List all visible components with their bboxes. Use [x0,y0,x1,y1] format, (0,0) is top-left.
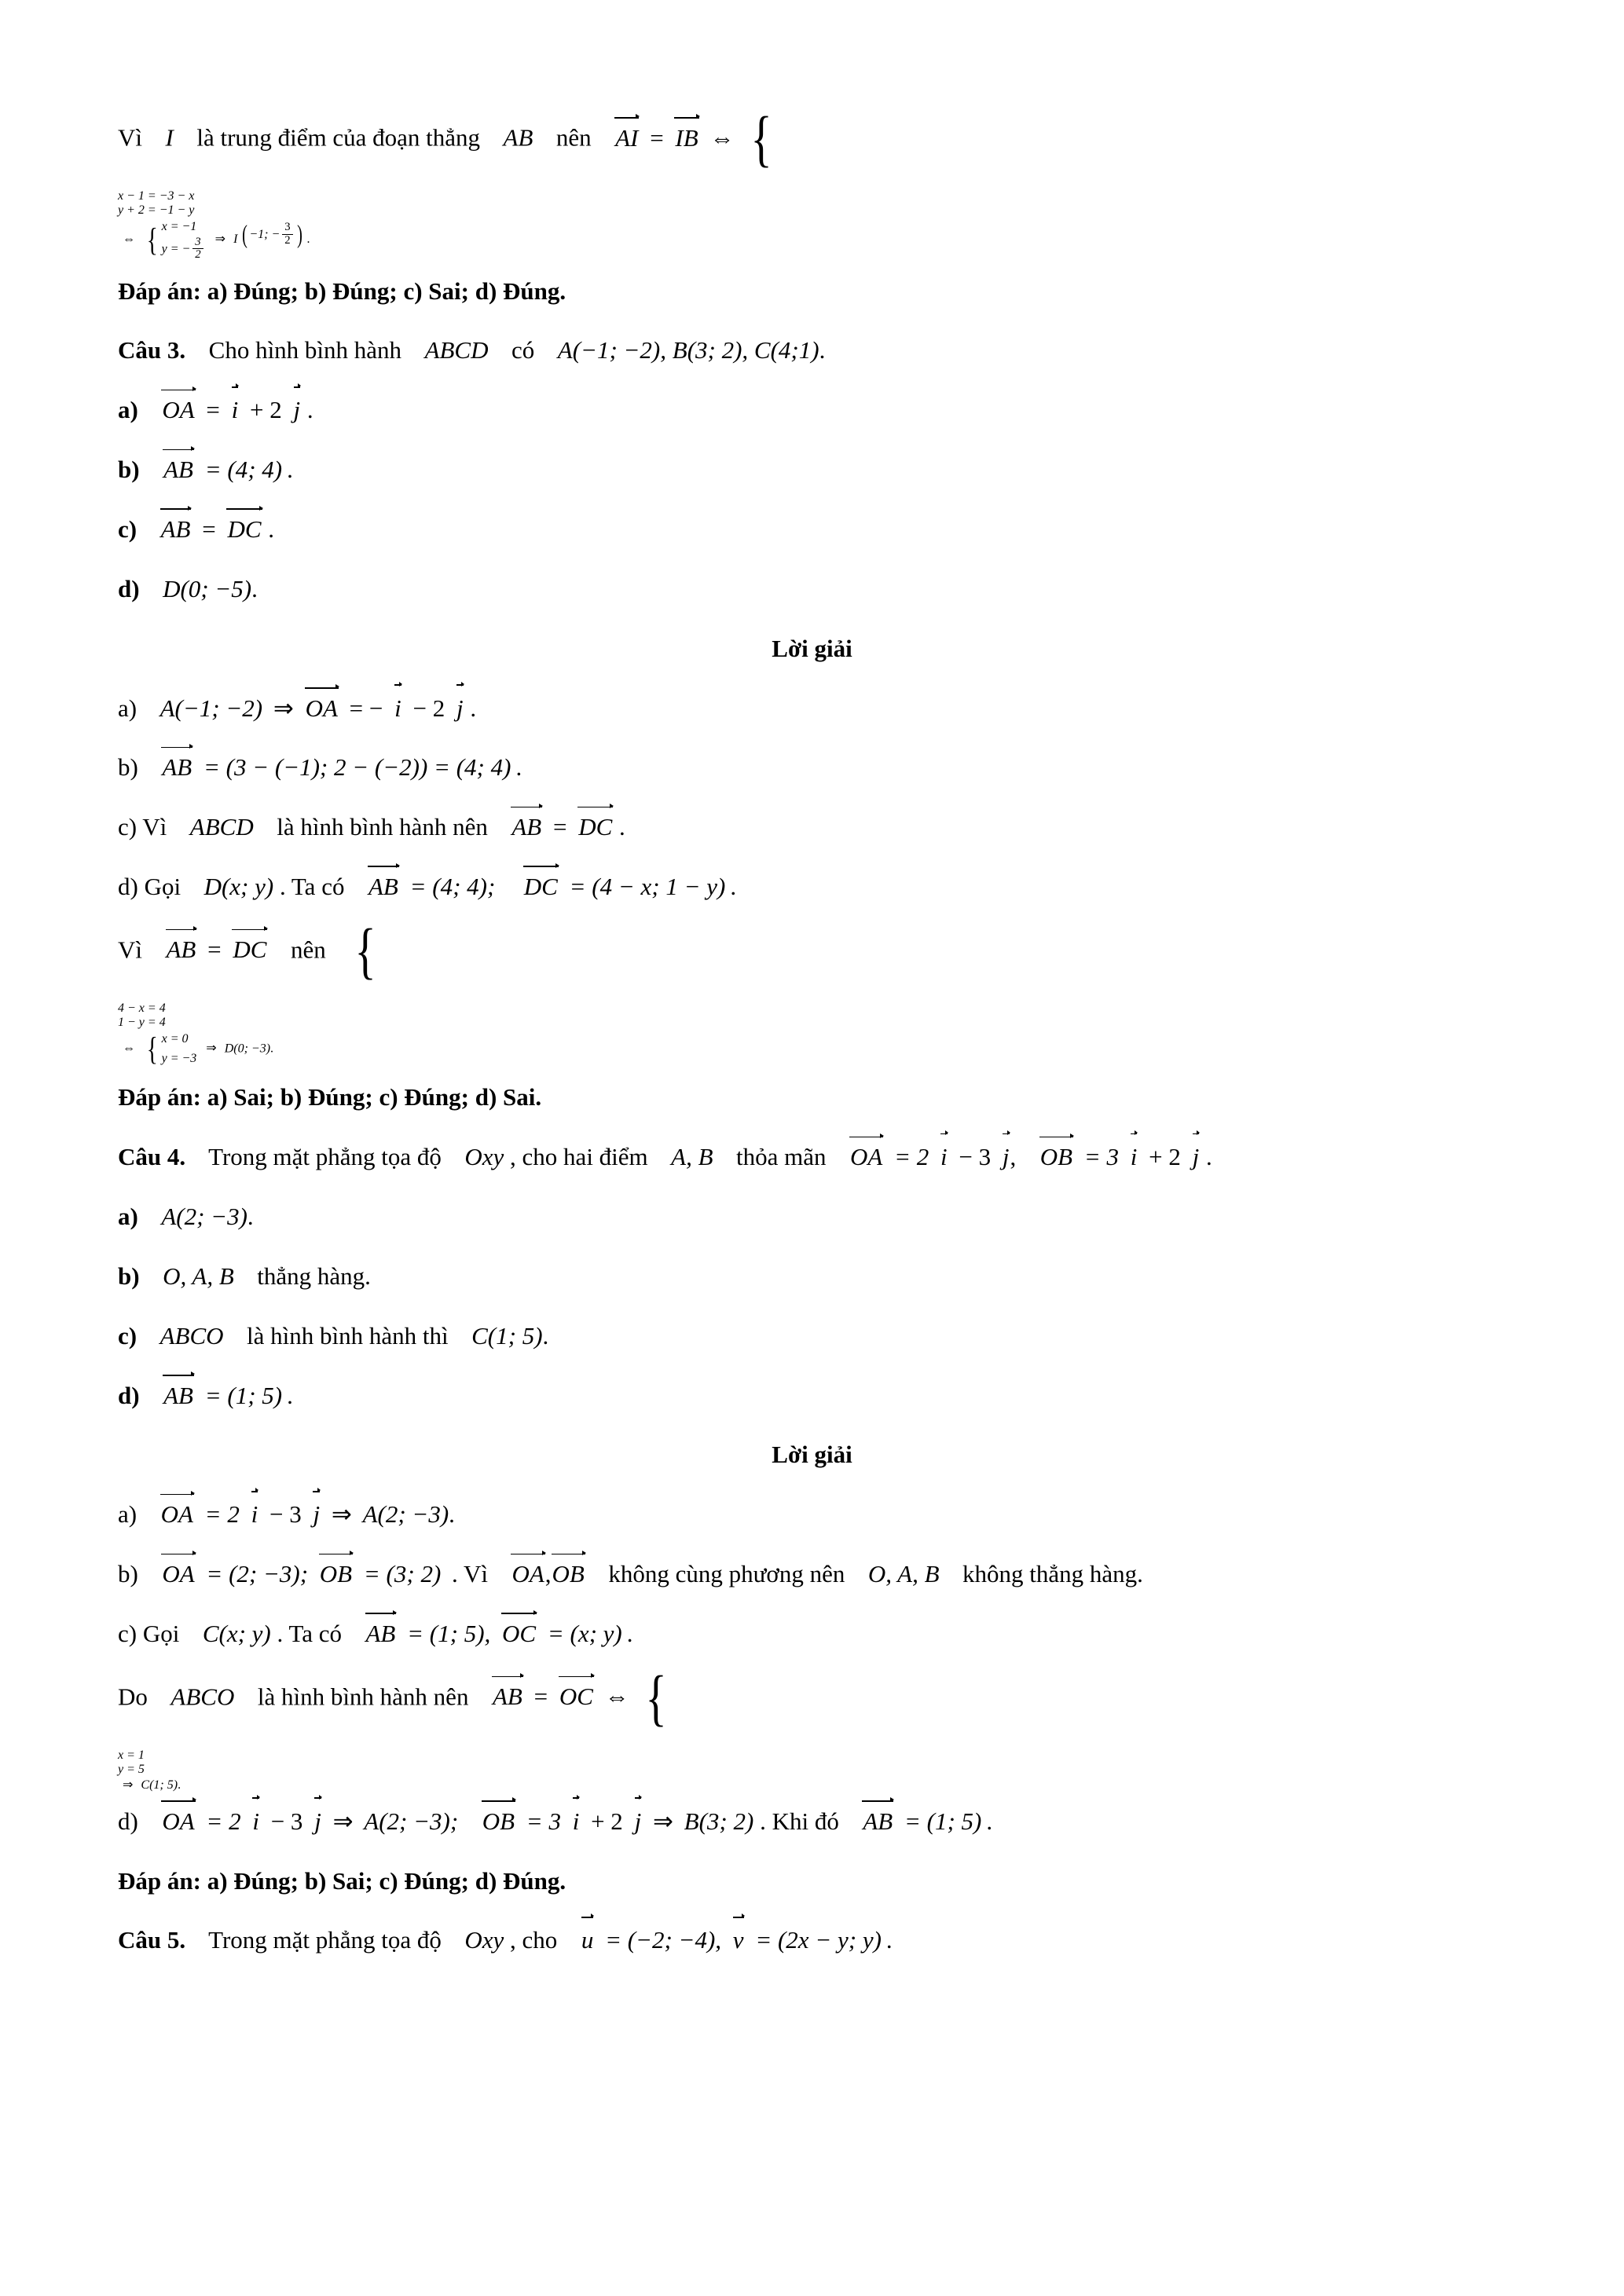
vector-AB: AB [368,870,399,903]
solution-heading-1: Lời giải [772,634,852,662]
result-paren-group [240,222,303,247]
vector-OC: OC [559,1680,594,1713]
period: . [178,1778,181,1792]
collinear-text: thẳng hàng. [257,1262,371,1290]
vector-OA-eq: = 2 [204,1500,240,1529]
plus-two: + 2 [591,1807,623,1835]
question-3-points: A(−1; −2), B(3; 2), C(4;1) [557,336,819,364]
brace-icon: { [146,1031,158,1067]
implies-sign: ⇒ [273,694,294,722]
do-word: Do [118,1683,148,1711]
fraction-numerator: 3 [284,221,291,234]
unit-vector-j: j [456,692,464,725]
khi-do-text: . Khi đó [760,1807,839,1835]
question-3-heading [118,334,1506,367]
period: . [986,1807,993,1835]
vi-prefix: Vì [118,936,142,964]
vector-AB: AB [862,1805,893,1838]
question-5-heading [118,1924,1506,1957]
minus-three: − 3 [269,1500,302,1529]
solution-heading-2: Lời giải [772,1441,852,1469]
unit-vector-j: j [1002,1141,1010,1174]
system-5-row-1: x = 1 [118,1748,145,1762]
points-O-A-B: O, A, B [867,1560,940,1588]
vector-OA: OA [305,692,339,725]
vector-v: v [732,1924,745,1957]
vector-OB: OB [482,1805,515,1838]
point-D-xy: D(x; y) [203,873,274,901]
equals-sign: = [552,813,567,841]
iff-sign-1: ⇔ [709,123,735,152]
parallelogram-ABCO: ABCO [159,1321,224,1349]
vector-OB: OB [1039,1141,1073,1174]
period: . [306,232,310,246]
intro-text-1: là trung điểm của đoạn thẳng [196,123,481,152]
item-label-a: a) [118,396,138,424]
point-C-value: C(1; 5) [471,1321,543,1349]
point-A-value: A(2; −3); [364,1807,459,1835]
result-point-I: I [233,232,238,246]
intro-prefix: Vì [118,123,142,152]
question-4-text-1: Trong mặt phẳng tọa độ [208,1143,442,1171]
item-label-c: c) [118,1321,137,1349]
vector-AB: AB [511,811,542,844]
period: . [470,694,477,722]
item-label-b: b) [118,456,140,484]
question-5-text-1: Trong mặt phẳng tọa độ [208,1926,442,1954]
question-5-label: Câu 5. [118,1926,186,1954]
vector-OB: OB [552,1558,585,1591]
point-B-value: B(3; 2) [684,1807,754,1835]
parallelogram-ABCD: ABCD [424,336,489,364]
point-A-value: A(2; −3) [161,1203,247,1231]
vector-OA-eq: = 2 [894,1143,929,1171]
fraction-denominator: 2 [282,234,292,247]
implies-sign: ⇒ [652,1807,673,1835]
system-5 [641,1664,673,1733]
solution-4-item-b [118,1558,1506,1591]
vector-DC: DC [523,870,559,903]
solution-3-d-text: . Ta có [279,873,345,901]
vector-AB-value: = (4; 4); [409,873,496,901]
implies-sign: ⇒ [206,1042,217,1056]
points-O-A-B: O, A, B [163,1262,234,1290]
unit-vector-j: j [1192,1141,1201,1174]
minus-two: − 2 [412,694,445,722]
unit-vector-j: j [293,394,302,427]
period: . [542,1321,549,1349]
solution-3-item-d [118,870,1506,903]
item-label-b: b) [118,1262,140,1290]
left-paren: ( [242,220,248,249]
equals-sign: = [650,123,664,152]
brace-icon: { [750,105,772,174]
vector-OA: OA [161,1558,195,1591]
period: . [819,336,826,364]
solution-3-item-a [118,692,1506,725]
point-A-coords: A(−1; −2) [159,694,263,722]
solution-3-final-system [118,917,1506,986]
question-4-item-d [118,1379,1506,1412]
brace-icon: { [146,222,158,258]
item-label-d: d) [118,1807,138,1835]
period: . [247,1203,254,1231]
question-4-item-a [118,1200,1506,1233]
plus-two: + 2 [250,396,282,424]
coordinate-system-Oxy: Oxy [464,1926,504,1954]
vector-OC: OC [501,1617,537,1650]
point-A-value: A(2; −3) [362,1500,449,1529]
question-3-label: Câu 3. [118,336,186,364]
vector-AB-value: = (1; 5) [204,1381,283,1409]
question-4-item-c [118,1320,1506,1353]
solution-4-c-text: . Ta có [277,1619,342,1647]
vector-IB: IB [674,122,698,155]
fraction-denominator: 2 [192,248,203,261]
implies-sign: ⇒ [331,1500,352,1529]
point-C-xy: C(x; y) [202,1619,271,1647]
system-2 [145,218,206,262]
result-point-D: D(0; −3) [224,1042,271,1056]
fraction-numerator: 3 [195,235,201,248]
vector-AB-computation: = (3 − (−1); 2 − (−2)) = (4; 4) [203,753,511,782]
question-3-item-a [118,394,1506,427]
equals-sign: = [206,396,220,424]
vector-u-value: = (−2; −4), [605,1926,722,1954]
period: . [287,1381,293,1409]
item-label-a: a) [118,694,137,722]
period: . [626,1619,633,1647]
period: . [515,753,522,782]
brace-icon: { [354,917,376,986]
item-label-d: d) [118,574,140,602]
period: . [1206,1143,1212,1171]
question-3-co: có [511,336,535,364]
item-label-c: c) Vì [118,813,167,841]
solution-3-item-b [118,751,1506,784]
solution-4-item-d [118,1805,1506,1838]
unit-vector-i: i [231,394,240,427]
vector-OA-eq: = 2 [206,1807,241,1835]
item-label-a: a) [118,1203,138,1231]
question-4-text-2: , cho hai điểm [510,1143,648,1171]
right-paren: ) [296,220,302,249]
solution-4-item-c [118,1617,1506,1650]
fraction-three-halves-2 [282,222,292,247]
period: . [306,396,313,424]
answer-line-cau3: Đáp án: a) Sai; b) Đúng; c) Đúng; d) Sai. [118,1083,542,1111]
vector-OB: OB [319,1558,353,1591]
not-collinear-tail: không thẳng hàng. [962,1560,1143,1588]
minus-three: − 3 [270,1807,303,1835]
question-4-item-b [118,1260,1506,1293]
implies-sign: ⇒ [123,1778,134,1792]
unit-vector-j: j [634,1805,643,1838]
system-5-row-2: y = 5 [118,1762,145,1776]
not-collinear-text: không cùng phương nên [608,1560,845,1588]
vector-AB: AB [163,453,194,486]
question-4-heading [118,1141,1506,1174]
vector-AB: AB [163,1379,194,1412]
system-4 [145,1030,196,1069]
plus-two: + 2 [1149,1143,1181,1171]
vector-v-value: = (2x − y; y) [755,1926,882,1954]
vector-OA: OA [849,1141,883,1174]
unit-vector-i: i [572,1805,581,1838]
vector-DC: DC [226,513,262,546]
unit-vector-j: j [313,1805,322,1838]
system-3-row-2: 1 − y = 4 [118,1015,166,1029]
item-label-d: d) Gọi [118,873,181,901]
unit-vector-i: i [940,1141,948,1174]
system-1-row-1: x − 1 = −3 − x [118,189,195,203]
equals-sign: = [533,1683,548,1711]
item-label-b: b) [118,753,138,782]
parallelogram-ABCO: ABCO [170,1683,235,1711]
solution-4-do-text: là hình bình hành nên [257,1683,469,1711]
question-4-text-3: thỏa mãn [736,1143,827,1171]
iff-sign: ⇔ [604,1683,629,1711]
system-4-row-2: y = −3 [161,1051,197,1065]
question-3-item-d [118,573,1506,606]
system-2-row-2-lhs: y = − [161,242,191,256]
system-1-row-2: y + 2 = −1 − y [118,203,195,217]
nen-word: nên [290,936,326,964]
point-D-value: D(0; −5) [163,574,252,602]
vector-DC: DC [577,811,613,844]
vector-OB-value: = (3; 2) [363,1560,442,1588]
item-label-b: b) [118,1560,138,1588]
period: . [268,514,275,543]
equals-sign: = [202,514,216,543]
parallelogram-ABCD: ABCD [189,813,254,841]
vector-AB: AB [492,1680,523,1713]
unit-vector-i: i [251,1805,260,1838]
answer-line-cau4: Đáp án: a) Đúng; b) Sai; c) Đúng; d) Đúng. [118,1866,566,1895]
solution-4-item-a [118,1498,1506,1531]
period: . [885,1926,893,1954]
vector-OA: OA [160,1498,194,1531]
question-5-text-2: , cho [510,1926,558,1954]
system-2-row-2 [162,237,206,262]
comma: , [544,1560,552,1588]
vector-AB-value: = (1; 5), [407,1619,491,1647]
vector-AB-value: = (1; 5) [904,1807,982,1835]
period: . [251,574,258,602]
vector-OA: OA [511,1558,544,1591]
vector-AB-value: = (4; 4) [204,456,283,484]
point-I: I [165,123,174,152]
period: . [449,1500,455,1529]
period: . [730,873,737,901]
unit-vector-i: i [394,692,402,725]
vector-AB: AB [166,933,197,966]
iff-sign-2: ⇔ [123,232,135,246]
system-2-row-1: x = −1 [161,219,197,233]
result-coordinates: −1; − [249,228,280,242]
equals-minus: = − [349,694,383,722]
item-label-c: c) Gọi [118,1619,180,1647]
vector-AB: AB [161,751,192,784]
vector-OA: OA [161,394,195,427]
vector-DC: DC [232,933,267,966]
vector-DC-value: = (4 − x; 1 − y) [569,873,726,901]
question-4-c-text: là hình bình hành thì [247,1321,449,1349]
iff-sign: ⇔ [123,1042,135,1056]
unit-vector-i: i [1130,1141,1138,1174]
brace-icon: { [645,1664,668,1733]
question-3-item-b [118,453,1506,486]
unit-vector-j: j [312,1498,321,1531]
intro-equation-line [118,105,1506,174]
question-4-label: Câu 4. [118,1143,186,1171]
intro-text-2: nên [555,123,592,152]
question-3-item-c [118,513,1506,546]
coordinate-system-Oxy: Oxy [464,1143,504,1171]
comma: , [1010,1143,1017,1171]
vector-AB: AB [365,1617,397,1650]
implies-sign: ⇒ [332,1807,354,1835]
answer-line-cau2: Đáp án: a) Đúng; b) Đúng; c) Sai; d) Đúng. [118,276,566,305]
vector-OB-eq: = 3 [526,1807,561,1835]
vector-OA: OA [161,1805,195,1838]
system-3-row-1: 4 − x = 4 [118,1001,166,1015]
item-label-d: d) [118,1381,140,1409]
points-A-B: A, B [671,1143,713,1171]
vector-AB: AB [160,513,192,546]
system-4-row-1: x = 0 [161,1031,189,1045]
vector-u: u [581,1924,595,1957]
solution-4-system [118,1664,1506,1733]
segment-AB: AB [503,123,533,152]
period: . [270,1042,274,1056]
vi-text: . Vì [452,1560,488,1588]
vector-AI: AI [614,122,639,155]
unit-vector-i: i [251,1498,259,1531]
equals-sign: = [207,936,222,964]
minus-three: − 3 [959,1143,992,1171]
result-point-C: C(1; 5) [141,1778,178,1792]
vector-OB-eq: = 3 [1083,1143,1120,1171]
item-label-a: a) [118,1500,137,1529]
item-label-c: c) [118,514,137,543]
solution-3-c-text: là hình bình hành nên [277,813,488,841]
vector-OA-value: = (2; −3); [206,1560,309,1588]
period: . [287,456,293,484]
period: . [619,813,625,841]
solution-3-item-c [118,811,1506,844]
system-3 [350,917,382,986]
system-1 [746,105,778,174]
question-3-text: Cho hình bình hành [208,336,402,364]
vector-OC-value: = (x; y) [547,1619,622,1647]
fraction-three-halves [192,236,203,262]
implies-sign: ⇒ [214,232,226,246]
